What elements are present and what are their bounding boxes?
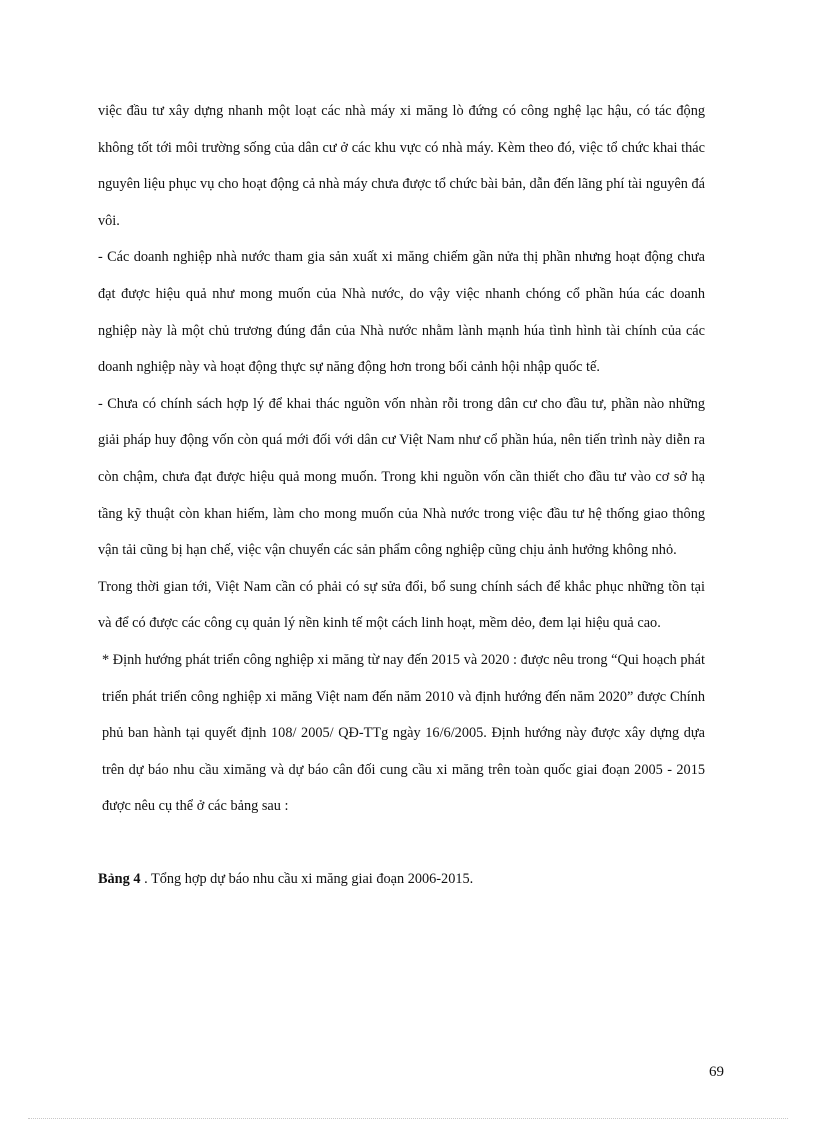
table-caption-label: Bảng 4: [98, 870, 141, 887]
paragraph-investment-capital: - Chưa có chính sách hợp lý để khai thác nguồn vốn nhàn rỗi trong dân cư cho đầu tư, phần nào những giải pháp huy động vốn còn quá mới đối với dân cư Việt Nam như cổ phần húa, nên tiến trình này diễn ra còn chậm, chưa đạt được hiệu quả mong muốn. Trong khi nguồn vốn cần thiết cho đầu tư vào cơ sở hạ tầng kỹ thuật còn khan hiếm, làm cho mong muốn của Nhà nước trong việc đầu tư hệ thống giao thông vận tải cũng bị hạn chế, việc vận chuyển các sản phẩm công nghiệp cũng chịu ảnh hưởng không nhỏ.: [98, 395, 705, 559]
table-caption-text: . Tổng hợp dự báo nhu cầu xi măng giai đoạn 2006-2015.: [140, 870, 474, 887]
table-caption: [98, 861, 705, 898]
paragraph-development-orientation: * Định hướng phát triển công nghiệp xi măng từ nay đến 2015 và 2020 : được nêu trong “Qui hoạch phát triển phát triển công nghiệp xi măng Việt nam đến năm 2010 và định hướng đến năm 2020” được Chính phủ ban hành tại quyết định 108/ 2005/ QĐ-TTg ngày 16/6/2005. Định hướng này được xây dựng dựa trên dự báo nhu cầu ximăng và dự báo cân đối cung cầu xi măng trên toàn quốc giai đoạn 2005 - 2015 được nêu cụ thể ở các bảng sau :: [102, 651, 705, 815]
paragraph-spacer: [98, 825, 705, 861]
paragraph-cement-plants: việc đầu tư xây dựng nhanh một loạt các nhà máy xi măng lò đứng có công nghệ lạc hậu, có tác động không tốt tới môi trường sống của dân cư ở các khu vực có nhà máy. Kèm theo đó, việc tổ chức khai thác nguyên liệu phục vụ cho hoạt động cả nhà máy chưa được tổ chức bài bản, dẫn đến lãng phí tài nguyên đá vôi.: [98, 103, 705, 229]
page-number: 69: [709, 1064, 724, 1080]
body-text: [98, 93, 705, 897]
page-bottom-rule: [28, 1118, 788, 1119]
paragraph-state-enterprises: - Các doanh nghiệp nhà nước tham gia sản xuất xi măng chiếm gần nửa thị phần nhưng hoạt động chưa đạt được hiệu quả như mong muốn của Nhà nước, do vậy việc nhanh chóng cổ phần húa các doanh nghiệp này là một chủ trương đúng đắn của Nhà nước nhằm lành mạnh húa tình hình tài chính của các doanh nghiệp này và hoạt động thực sự năng động hơn trong bối cảnh hội nhập quốc tế.: [98, 249, 705, 376]
paragraph-policy-revision: Trong thời gian tới, Việt Nam cần có phải có sự sửa đổi, bổ sung chính sách để khắc phục những tồn tại và để có được các công cụ quản lý nền kinh tế một cách linh hoạt, mềm dẻo, đem lại hiệu quả cao.: [98, 578, 705, 632]
